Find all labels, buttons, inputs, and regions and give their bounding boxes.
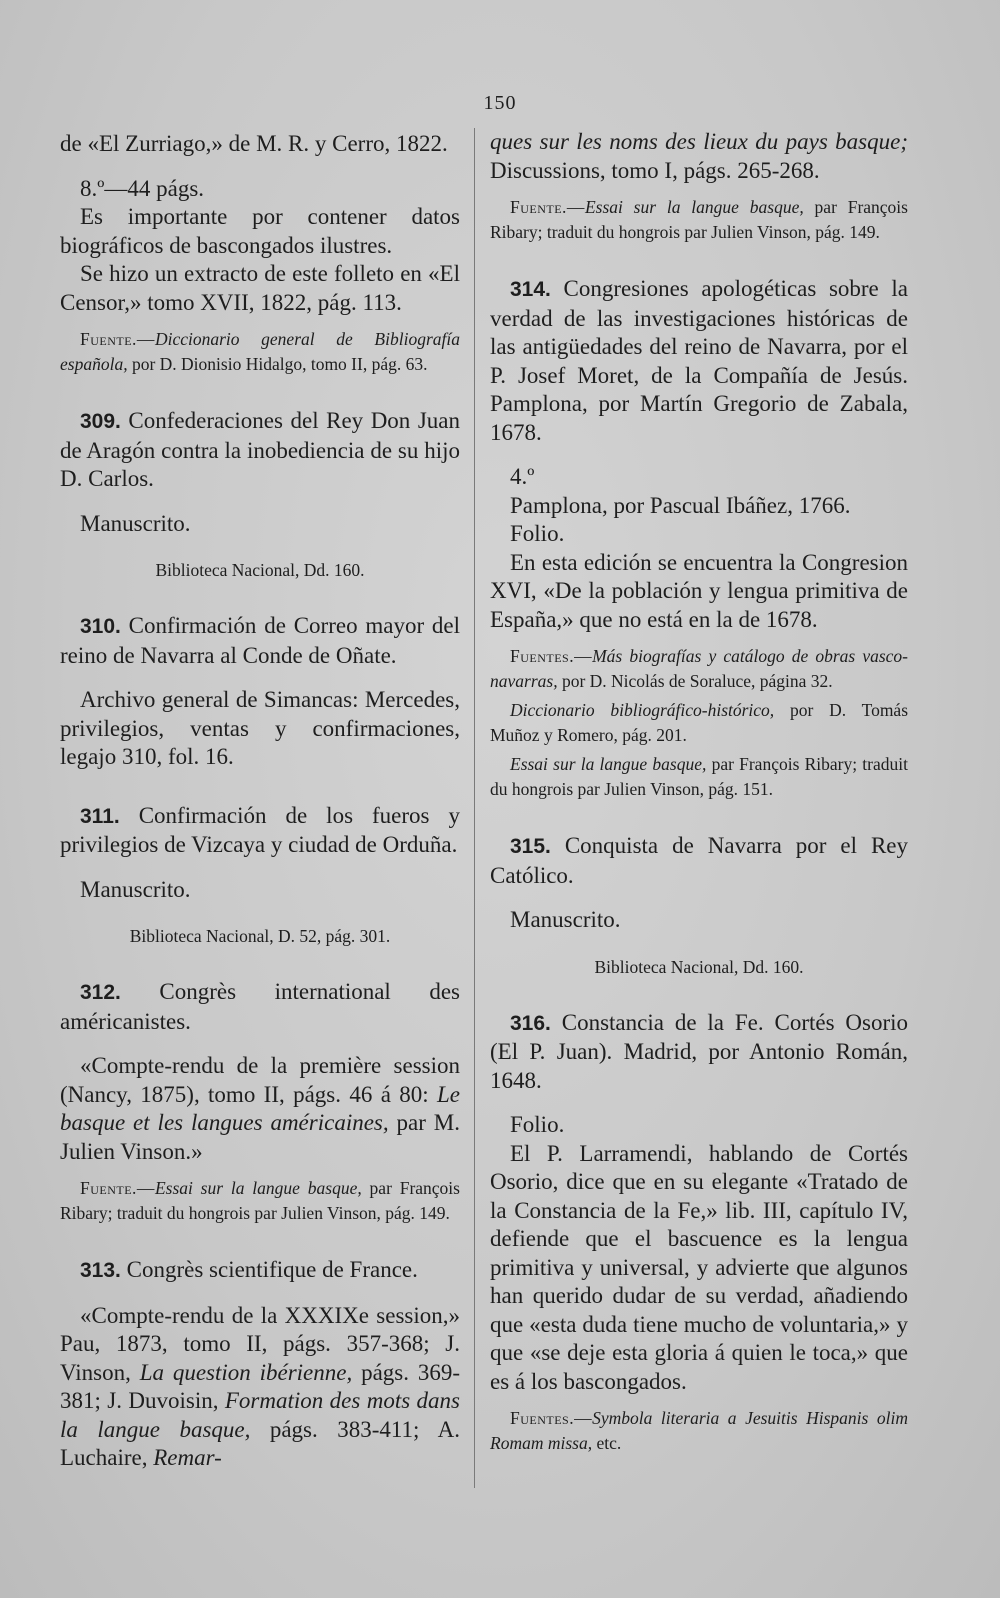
source-lead: Fuente.— <box>80 1178 155 1198</box>
entry-316 <box>490 1009 908 1457</box>
left-column <box>60 130 460 1473</box>
source-note <box>490 195 908 245</box>
entry-format: Manuscrito. <box>80 876 191 902</box>
source-title: Essai sur la langue basque, <box>154 1178 362 1198</box>
entry-title: Congrès scientifique de France. <box>126 1257 418 1282</box>
note-text: «Compte-rendu de la première session (Nancy, 1875), tomo II, págs. 46 á 80: <box>60 1053 460 1107</box>
entry-314 <box>490 275 908 802</box>
source-title: Essai sur la langue basque, <box>510 754 707 774</box>
entry-format: Folio. <box>510 521 565 546</box>
entry-format: Manuscrito. <box>80 510 191 536</box>
entry-number: 309. <box>80 410 121 433</box>
source-rest: por D. Nicolás de Soraluce, página 32. <box>561 671 833 691</box>
entry-reprint: Pamplona, por Pascual Ibáñez, 1766. <box>510 492 851 518</box>
entry-format: Folio. <box>510 1112 565 1137</box>
column-divider <box>474 128 475 1488</box>
right-column <box>490 128 908 1456</box>
source-title: Symbola literaria a Jesuitis Hispanis olim Romam missa, <box>490 1408 908 1453</box>
page-number: 150 <box>483 92 517 114</box>
entry-note: Archivo general de Simancas: Mercedes, privilegios, ventas y confirmaciones, legajo 310, fol. 16. <box>60 687 460 769</box>
entry-format: 4.º <box>510 464 535 489</box>
source-title: Diccionario bibliográfico-histórico, <box>510 700 775 720</box>
source-title: Diccionario general de Bibliografía española, <box>60 329 460 374</box>
source-note <box>490 752 908 802</box>
source-lead: Fuente.— <box>510 197 585 217</box>
entry-number: 310. <box>80 615 121 638</box>
continued-entry-note <box>490 128 908 185</box>
source-title: Más biografías y catálogo de obras vasco-navarras, <box>490 646 908 691</box>
entry-title: Conquista de Navarra por el Rey Católico. <box>490 833 908 888</box>
source-lead: Fuentes.— <box>510 646 593 666</box>
source-rest: par François Ribary; traduit du hongrois par Julien Vinson, pág. 149. <box>60 1178 460 1223</box>
entry-note <box>60 1052 460 1166</box>
note-text: Discussions, tomo I, págs. 265-268. <box>490 157 820 183</box>
entry-location: Biblioteca Nacional, D. 52, pág. 301. <box>129 926 391 946</box>
entry-number: 314. <box>510 278 551 301</box>
entry-title: Confirmación de Correo mayor del reino de Navarra al Conde de Oñate. <box>60 613 461 668</box>
continued-entry-note: Es importante por contener datos biográficos de bascongados ilustres. <box>60 204 460 258</box>
entry-number: 311. <box>80 804 120 828</box>
entry-number: 315. <box>510 835 551 858</box>
entry-313 <box>60 1256 460 1473</box>
continued-entry-note: Se hizo un extracto de este folleto en «El Censor,» tomo XVII, 1822, pág. 113. <box>60 261 460 315</box>
entry-note: El P. Larramendi, hablando de Cortés Osorio, dice que en su elegante «Tratado de la Constancia de la Fe,» lib. III, capítulo IV, defiende que el bascuence es la lengua primitiva y universal, y advierte que algunos han querido dudar de su verdad, añadiendo que «esta duda tiene mucho de voluntaria,» y que «se deje esta gloria á quien le toca,» que es á los bascongados. <box>490 1140 908 1394</box>
continued-entry-format: 8.º—44 págs. <box>80 175 205 201</box>
entry-number: 312. <box>80 981 121 1004</box>
source-rest: par François Ribary; traduit du hongrois par Julien Vinson, pág. 149. <box>490 197 908 242</box>
source-rest: par François Ribary; traduit du hongrois par Julien Vinson, pág. 151. <box>490 754 908 799</box>
entry-number: 313. <box>80 1259 121 1282</box>
note-text: págs. 369-381; J. Duvoisin, <box>60 1359 461 1413</box>
entry-title: Confederaciones del Rey Don Juan de Aragón contra la inobediencia de su hijo D. Carlos. <box>60 408 460 491</box>
continued-entry-title: de «El Zurriago,» de M. R. y Cerro, 1822. <box>60 131 448 156</box>
source-rest: por D. Tomás Muñoz y Romero, pág. 201. <box>490 700 909 745</box>
source-note <box>490 1406 908 1456</box>
note-text: par M. Julien Vinson.» <box>60 1110 460 1164</box>
note-italic: ques sur les noms des lieux du pays basque; <box>490 129 908 154</box>
entry-note: En esta edición se encuentra la Congresion XVI, «De la población y lengua primitiva de España,» que no está en la de 1678. <box>490 549 908 632</box>
entry-location: Biblioteca Nacional, Dd. 160. <box>155 560 365 580</box>
source-rest: por D. Dionisio Hidalgo, tomo II, pág. 63. <box>131 354 428 374</box>
source-note <box>60 1176 460 1226</box>
entry-311 <box>60 802 460 949</box>
entry-format: Manuscrito. <box>510 907 621 932</box>
note-italic: Le basque et les langues américaines, <box>60 1081 461 1135</box>
entry-title: Confirmación de los fueros y privilegios de Vizcaya y ciudad de Orduña. <box>60 802 460 857</box>
note-text: «Compte-rendu de la XXXIXe session,» Pau, 1873, tomo II, págs. 357-368; J. Vinson, <box>60 1302 460 1385</box>
source-note <box>60 327 460 377</box>
source-lead: Fuente.— <box>80 329 155 349</box>
source-note <box>490 644 908 694</box>
entry-312 <box>60 978 460 1226</box>
note-italic: La question ibérienne, <box>139 1359 353 1385</box>
entry-315 <box>490 832 908 979</box>
entry-title: Congresiones apologéticas sobre la verdad de las investigaciones históricas de las antigüedades del reino de Navarra, por el P. Josef Moret, de la Compañía de Jesús. Pamplona, por Martín Gregorio de Zabala, 1678. <box>490 276 908 445</box>
entry-309 <box>60 407 460 582</box>
source-rest: etc. <box>596 1433 622 1453</box>
source-note <box>490 698 908 748</box>
source-lead: Fuentes.— <box>510 1408 593 1428</box>
entry-310 <box>60 612 460 772</box>
entry-number: 316. <box>510 1011 551 1035</box>
entry-note <box>60 1302 460 1473</box>
note-italic: Formation des mots dans la langue basque, <box>60 1388 461 1442</box>
note-italic: Remar- <box>153 1445 222 1470</box>
entry-title: Congrès international des américanistes. <box>60 979 461 1034</box>
entry-location: Biblioteca Nacional, Dd. 160. <box>594 956 804 977</box>
note-text: págs. 383-411; A. Luchaire, <box>60 1416 460 1470</box>
source-title: Essai sur la langue basque, <box>584 197 804 217</box>
entry-title: Constancia de la Fe. Cortés Osorio (El P. Juan). Madrid, por Antonio Román, 1648. <box>490 1009 908 1093</box>
